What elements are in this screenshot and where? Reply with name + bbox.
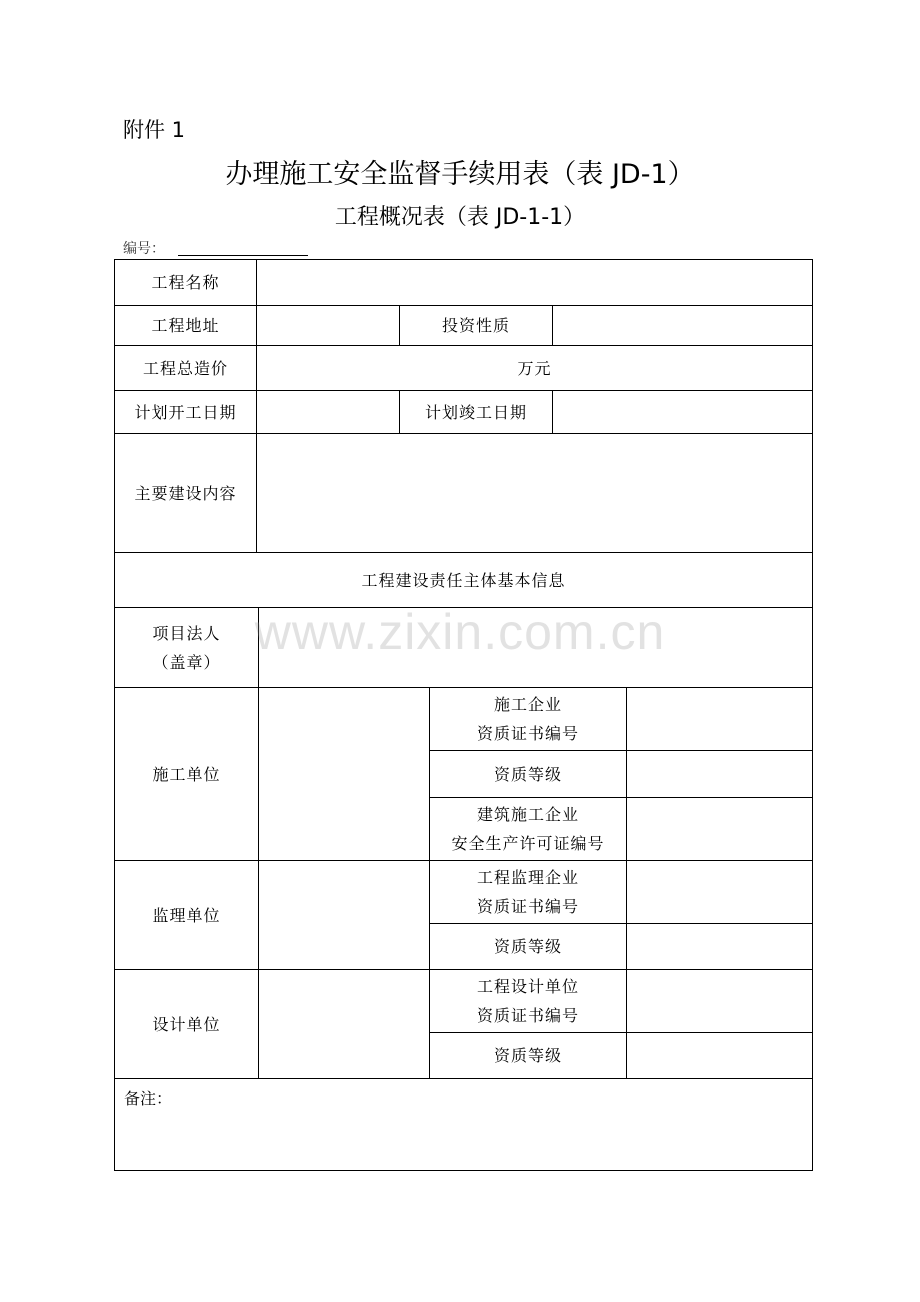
construction-unit-label: 施工单位 <box>152 764 221 784</box>
main-content-input[interactable] <box>257 434 812 552</box>
construction-grade-input[interactable] <box>627 751 812 797</box>
project-address-label: 工程地址 <box>151 316 220 335</box>
safety-license-input[interactable] <box>627 798 812 860</box>
design-cert-label: 工程设计单位 资质证书编号 <box>476 977 579 1025</box>
form-subtitle: 工程概况表（表 JD-1-1） <box>334 205 586 230</box>
construction-cert-input[interactable] <box>627 688 812 750</box>
remarks-label: 备注： <box>124 1089 173 1108</box>
design-grade-input[interactable] <box>627 1033 812 1078</box>
safety-license-label: 建筑施工企业 安全生产许可证编号 <box>451 805 605 853</box>
table-border-bottom <box>114 1170 813 1171</box>
supervision-grade-input[interactable] <box>627 924 812 969</box>
total-cost-input[interactable] <box>257 346 812 390</box>
section-title: 工程建设责任主体基本信息 <box>361 570 566 590</box>
main-content-label: 主要建设内容 <box>134 483 237 503</box>
investment-nature-input[interactable] <box>553 306 812 345</box>
attachment-label: 附件 1 <box>123 118 186 142</box>
row-divider <box>114 1078 813 1079</box>
planned-completion-input[interactable] <box>553 391 812 433</box>
serial-number-field[interactable] <box>178 255 308 256</box>
project-name-input[interactable] <box>257 260 812 305</box>
project-name-label: 工程名称 <box>151 273 220 292</box>
legal-person-label: 项目法人 （盖章） <box>152 623 221 672</box>
planned-start-input[interactable] <box>257 391 399 433</box>
total-cost-label: 工程总造价 <box>142 358 228 378</box>
remarks-input[interactable] <box>115 1110 812 1170</box>
design-unit-label: 设计单位 <box>152 1014 221 1034</box>
supervision-cert-label: 工程监理企业 资质证书编号 <box>476 868 579 916</box>
total-cost-unit: 万元 <box>517 358 552 378</box>
table-border-right <box>812 259 813 1171</box>
supervision-grade-label: 资质等级 <box>493 937 562 956</box>
page-title: 办理施工安全监督手续用表（表 JD-1） <box>225 159 695 190</box>
supervision-unit-input[interactable] <box>259 861 429 969</box>
design-cert-input[interactable] <box>627 970 812 1032</box>
design-unit-input[interactable] <box>259 970 429 1078</box>
investment-nature-label: 投资性质 <box>441 316 510 335</box>
construction-unit-input[interactable] <box>259 688 429 860</box>
construction-cert-label: 施工企业 资质证书编号 <box>476 695 579 743</box>
serial-number-label: 编号： <box>123 241 165 257</box>
planned-completion-label: 计划竣工日期 <box>424 402 527 422</box>
planned-start-label: 计划开工日期 <box>134 402 237 422</box>
supervision-cert-input[interactable] <box>627 861 812 923</box>
construction-grade-label: 资质等级 <box>493 764 562 784</box>
design-grade-label: 资质等级 <box>493 1046 562 1065</box>
watermark: www.zixin.com.cn <box>254 604 666 660</box>
project-address-input[interactable] <box>257 306 399 345</box>
supervision-unit-label: 监理单位 <box>152 905 221 925</box>
